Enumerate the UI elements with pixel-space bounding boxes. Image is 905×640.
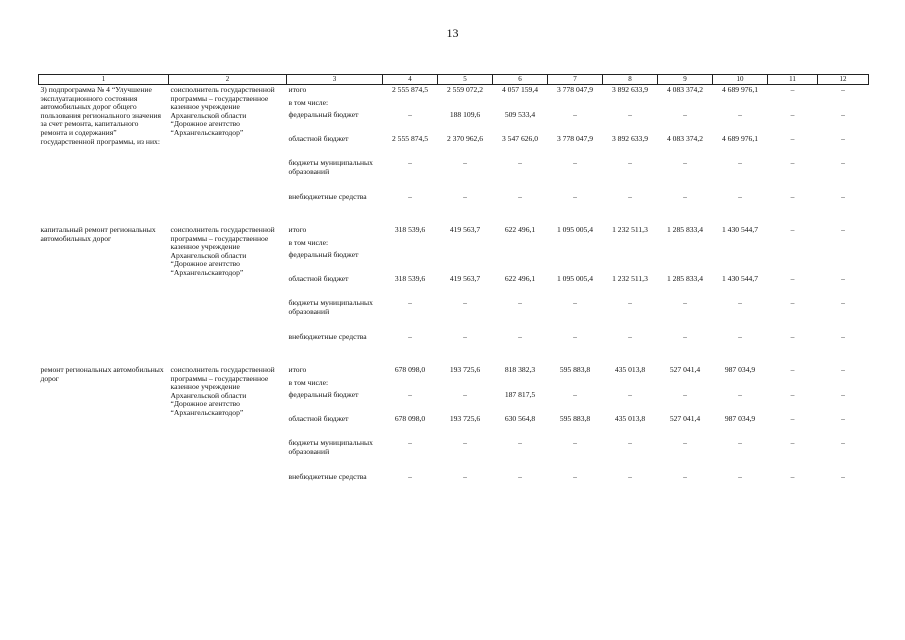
amount-cell: 622 496,1 [504, 274, 536, 283]
amount-cell [493, 238, 548, 250]
amount-cell: – [518, 472, 522, 481]
amount-cell [383, 98, 438, 110]
table-row [39, 365, 869, 378]
amount-cell: – [573, 390, 577, 399]
amount-cell: – [463, 192, 467, 201]
amount-cell: – [790, 274, 795, 283]
amount-cell: – [683, 158, 687, 167]
program-name-cell: ремонт региональных автомобильных дорог [40, 365, 164, 383]
amount-cell [768, 238, 818, 250]
amount-cell: 1 430 544,7 [721, 274, 759, 283]
budget-table [38, 74, 869, 500]
amount-cell: 4 083 374,2 [666, 134, 704, 143]
amount-cell [548, 378, 603, 390]
amount-cell [768, 98, 818, 110]
amount-cell: – [573, 298, 577, 307]
funding-source-label: в том числе: [288, 238, 329, 247]
amount-cell: – [841, 298, 845, 307]
amount-cell: 318 539,6 [394, 225, 426, 234]
amount-cell: 193 725,6 [449, 365, 481, 374]
amount-cell [383, 238, 438, 250]
amount-cell: – [683, 110, 687, 119]
amount-cell: – [408, 332, 412, 341]
amount-cell: – [841, 85, 845, 94]
amount-cell: 4 689 976,1 [721, 134, 759, 143]
amount-cell: – [518, 158, 522, 167]
amount-cell: – [790, 225, 795, 234]
amount-cell: – [841, 110, 845, 119]
amount-cell [818, 98, 869, 110]
amount-cell [713, 378, 768, 390]
amount-cell [713, 98, 768, 110]
amount-cell: – [841, 390, 845, 399]
amount-cell: – [463, 298, 467, 307]
amount-cell [603, 98, 658, 110]
amount-cell: – [518, 332, 522, 341]
amount-cell [818, 238, 869, 250]
amount-cell: – [628, 110, 632, 119]
amount-cell: – [790, 192, 795, 201]
amount-cell [383, 378, 438, 390]
funding-source-label: бюджеты муниципальных образований [288, 158, 373, 176]
amount-cell: – [841, 158, 845, 167]
column-number: 11 [768, 75, 818, 85]
amount-cell: 3 547 626,0 [501, 134, 539, 143]
amount-cell: – [463, 472, 467, 481]
amount-cell: 527 041,4 [669, 414, 701, 423]
funding-source-label: областной бюджет [288, 134, 349, 143]
amount-cell: – [683, 390, 687, 399]
funding-source-label: итого [288, 365, 307, 374]
column-number: 1 [39, 75, 169, 85]
amount-cell [493, 378, 548, 390]
funding-source-label: бюджеты муниципальных образований [288, 298, 373, 316]
amount-cell [438, 250, 493, 274]
amount-cell: 1 095 005,4 [556, 274, 594, 283]
amount-cell: 1 232 511,3 [612, 274, 648, 283]
amount-cell: 2 559 072,2 [446, 85, 484, 94]
amount-cell: – [628, 332, 632, 341]
amount-cell [658, 250, 713, 274]
amount-cell: 509 533,4 [504, 110, 536, 119]
amount-cell: 4 689 976,1 [721, 85, 759, 94]
executor-cell: соисполнитель государственной программы – государственное казенное учреждение Архангельской области “Дорожное агентство “Архангельскавтодор” [170, 85, 275, 137]
amount-cell: 2 555 874,5 [391, 85, 429, 94]
amount-cell: – [683, 438, 687, 447]
amount-cell: – [738, 438, 742, 447]
amount-cell: – [683, 472, 687, 481]
amount-cell: – [841, 134, 845, 143]
amount-cell: – [790, 158, 795, 167]
amount-cell: – [518, 298, 522, 307]
amount-cell: – [518, 438, 522, 447]
amount-cell: 3 892 633,9 [611, 85, 649, 94]
amount-cell: 2 370 962,6 [446, 134, 484, 143]
amount-cell [548, 98, 603, 110]
table-row [39, 225, 869, 238]
column-number: 2 [169, 75, 287, 85]
amount-cell [768, 378, 818, 390]
amount-cell: 318 539,6 [394, 274, 426, 283]
amount-cell: – [573, 158, 577, 167]
amount-cell: 1 430 544,7 [721, 225, 759, 234]
amount-cell: – [573, 332, 577, 341]
amount-cell: – [628, 298, 632, 307]
amount-cell: – [738, 110, 742, 119]
column-number: 7 [548, 75, 603, 85]
amount-cell [438, 378, 493, 390]
amount-cell: – [790, 85, 795, 94]
column-number: 5 [438, 75, 493, 85]
amount-cell: – [790, 365, 795, 374]
amount-cell: 678 098,0 [394, 365, 426, 374]
amount-cell: – [408, 390, 412, 399]
amount-cell: – [408, 158, 412, 167]
amount-cell: 193 725,6 [449, 414, 481, 423]
amount-cell: – [408, 192, 412, 201]
amount-cell: – [738, 158, 742, 167]
amount-cell: – [790, 414, 795, 423]
amount-cell [548, 250, 603, 274]
amount-cell [768, 250, 818, 274]
amount-cell: 818 382,3 [504, 365, 536, 374]
page-number: 13 [446, 26, 459, 40]
amount-cell: – [408, 438, 412, 447]
amount-cell: – [738, 332, 742, 341]
funding-source-label: федеральный бюджет [288, 110, 359, 119]
executor-cell: соисполнитель государственной программы – государственное казенное учреждение Архангельской области “Дорожное агентство “Архангельскавтодор” [170, 365, 275, 417]
amount-cell: – [573, 192, 577, 201]
amount-cell: 678 098,0 [394, 414, 426, 423]
column-number: 8 [603, 75, 658, 85]
column-number: 12 [818, 75, 869, 85]
program-name-cell: 3) подпрограмма № 4 “Улучшение эксплуатационного состояния автомобильных дорог общего пользования регионального значения за счет ремонта, капитального ремонта и содержания” государственной программы, из них: [40, 85, 161, 146]
amount-cell: 630 564,8 [504, 414, 536, 423]
amount-cell: 188 109,6 [449, 110, 481, 119]
column-number: 6 [493, 75, 548, 85]
table-row [39, 85, 869, 99]
amount-cell [713, 238, 768, 250]
amount-cell: – [790, 332, 795, 341]
funding-source-label: внебюджетные средства [288, 332, 367, 341]
amount-cell: 3 778 047,9 [556, 134, 594, 143]
amount-cell: – [841, 225, 845, 234]
amount-cell: – [841, 472, 845, 481]
amount-cell [438, 238, 493, 250]
amount-cell [548, 238, 603, 250]
funding-source-label: итого [288, 85, 307, 94]
amount-cell: – [463, 438, 467, 447]
amount-cell: – [518, 192, 522, 201]
column-number: 9 [658, 75, 713, 85]
amount-cell: – [841, 365, 845, 374]
amount-cell: – [841, 192, 845, 201]
amount-cell: – [738, 472, 742, 481]
amount-cell: – [841, 414, 845, 423]
amount-cell: – [790, 298, 795, 307]
amount-cell: 2 555 874,5 [391, 134, 429, 143]
amount-cell [383, 250, 438, 274]
amount-cell: – [738, 390, 742, 399]
amount-cell [438, 98, 493, 110]
amount-cell: – [628, 158, 632, 167]
funding-source-label: внебюджетные средства [288, 472, 367, 481]
amount-cell: – [841, 332, 845, 341]
amount-cell [713, 250, 768, 274]
executor-cell: соисполнитель государственной программы – государственное казенное учреждение Архангельской области “Дорожное агентство “Архангельскавтодор” [170, 225, 275, 277]
amount-cell: – [683, 298, 687, 307]
amount-cell: 1 285 833,4 [666, 225, 704, 234]
amount-cell [818, 378, 869, 390]
funding-source-label: федеральный бюджет [288, 250, 359, 259]
amount-cell: 3 892 633,9 [611, 134, 649, 143]
amount-cell: – [628, 438, 632, 447]
amount-cell [493, 250, 548, 274]
amount-cell: – [408, 472, 412, 481]
amount-cell: 435 013,8 [614, 365, 646, 374]
amount-cell: – [628, 472, 632, 481]
amount-cell: 3 778 047,9 [556, 85, 594, 94]
amount-cell: – [408, 298, 412, 307]
funding-source-label: областной бюджет [288, 274, 349, 283]
amount-cell: – [790, 390, 795, 399]
amount-cell: 595 883,8 [559, 414, 591, 423]
amount-cell: 1 232 511,3 [612, 225, 648, 234]
amount-cell: – [841, 438, 845, 447]
amount-cell: 987 034,9 [724, 414, 756, 423]
amount-cell: – [628, 390, 632, 399]
amount-cell [658, 378, 713, 390]
amount-cell: 4 057 159,4 [501, 85, 539, 94]
amount-cell: – [463, 158, 467, 167]
amount-cell: 595 883,8 [559, 365, 591, 374]
amount-cell: – [408, 110, 412, 119]
amount-cell: – [683, 332, 687, 341]
amount-cell [603, 378, 658, 390]
amount-cell: 527 041,4 [669, 365, 701, 374]
amount-cell: 622 496,1 [504, 225, 536, 234]
program-name-cell: капитальный ремонт региональных автомобильных дорог [40, 225, 156, 243]
amount-cell [658, 98, 713, 110]
amount-cell: – [790, 472, 795, 481]
amount-cell: 4 083 374,2 [666, 85, 704, 94]
amount-cell: – [738, 298, 742, 307]
amount-cell [493, 98, 548, 110]
funding-source-label: в том числе: [288, 98, 329, 107]
amount-cell: – [573, 110, 577, 119]
column-number: 3 [287, 75, 383, 85]
column-number: 4 [383, 75, 438, 85]
amount-cell: – [790, 438, 795, 447]
amount-cell: – [683, 192, 687, 201]
amount-cell: – [463, 390, 467, 399]
funding-source-label: внебюджетные средства [288, 192, 367, 201]
column-number: 10 [713, 75, 768, 85]
funding-source-label: областной бюджет [288, 414, 349, 423]
amount-cell [658, 238, 713, 250]
funding-source-label: федеральный бюджет [288, 390, 359, 399]
amount-cell: 435 013,8 [614, 414, 646, 423]
funding-source-label: итого [288, 225, 307, 234]
amount-cell: 187 817,5 [504, 390, 536, 399]
amount-cell: – [738, 192, 742, 201]
funding-source-label: бюджеты муниципальных образований [288, 438, 373, 456]
amount-cell: 987 034,9 [724, 365, 756, 374]
funding-source-label: в том числе: [288, 378, 329, 387]
amount-cell: – [790, 134, 795, 143]
amount-cell [603, 238, 658, 250]
amount-cell: 1 095 005,4 [556, 225, 594, 234]
amount-cell: – [463, 332, 467, 341]
amount-cell: – [790, 110, 795, 119]
amount-cell: – [573, 472, 577, 481]
amount-cell: 419 563,7 [449, 274, 481, 283]
amount-cell: – [573, 438, 577, 447]
amount-cell [818, 250, 869, 274]
amount-cell: – [841, 274, 845, 283]
amount-cell [603, 250, 658, 274]
amount-cell: 1 285 833,4 [666, 274, 704, 283]
amount-cell: 419 563,7 [449, 225, 481, 234]
column-number-row [39, 75, 869, 85]
amount-cell: – [628, 192, 632, 201]
